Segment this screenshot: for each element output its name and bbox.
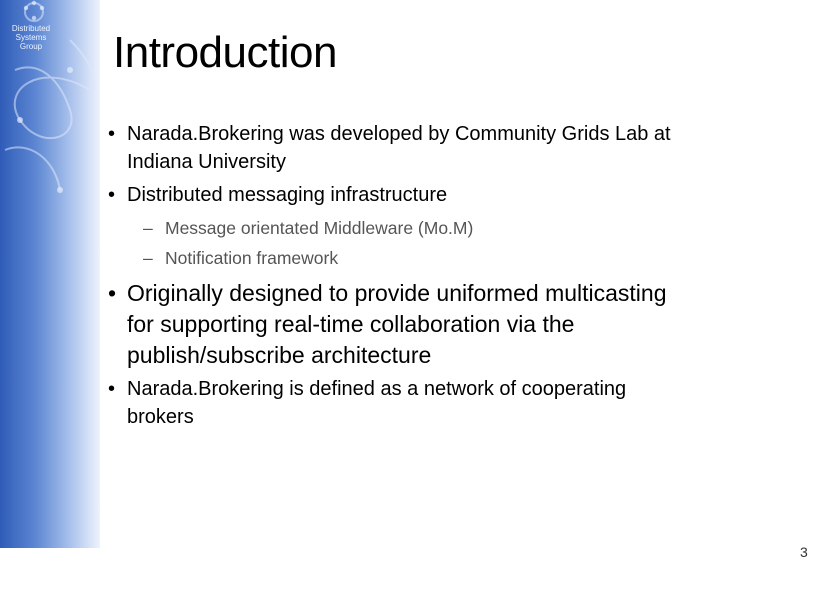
bullet-text: Narada.Brokering is defined as a network of cooperating (127, 378, 627, 400)
node-dot (32, 1, 36, 5)
bullet-symbol: • (108, 280, 117, 306)
node-dot (17, 117, 23, 123)
bullet-item (108, 181, 447, 209)
sub-bullet-item (143, 247, 338, 269)
bullet-text: brokers (127, 406, 194, 428)
node-dot (40, 6, 44, 10)
logo-line: Distributed (11, 24, 51, 33)
logo-line: Systems (15, 33, 47, 42)
decorative-network-art (0, 0, 100, 548)
bullet-text: Distributed messaging infrastructure (127, 184, 448, 206)
bullet-symbol: • (108, 123, 116, 145)
node-dot (32, 16, 36, 20)
bullet-text: Indiana University (127, 151, 286, 173)
swirl-shape (15, 67, 90, 138)
node-dot (24, 6, 28, 10)
bullet-item (108, 375, 626, 431)
swirl-shape (5, 147, 60, 190)
logo-line: Group (19, 42, 43, 51)
sub-bullet-text: Message orientated Middleware (Mo.M) (165, 218, 474, 238)
slide-title: Introduction (113, 28, 337, 77)
sub-bullet-text: Notification framework (165, 248, 339, 268)
bullet-text: for supporting real-time collaboration via the (127, 311, 575, 337)
dash-symbol: – (143, 248, 153, 268)
bullet-text: Narada.Brokering was developed by Community Grids Lab at (127, 123, 671, 145)
bullet-text: Originally designed to provide uniformed multicasting (127, 280, 667, 306)
bullet-item (108, 120, 671, 176)
sub-bullet-item (143, 217, 473, 239)
node-dot (67, 67, 73, 73)
bullet-symbol: • (108, 184, 116, 206)
node-dot (57, 187, 63, 193)
bullet-symbol: • (108, 378, 116, 400)
logo-text (2, 24, 60, 51)
dash-symbol: – (143, 218, 153, 238)
sidebar-gradient (0, 0, 100, 548)
page-number: 3 (800, 544, 808, 560)
bullet-item (108, 278, 667, 371)
bullet-text: publish/subscribe architecture (127, 342, 432, 368)
